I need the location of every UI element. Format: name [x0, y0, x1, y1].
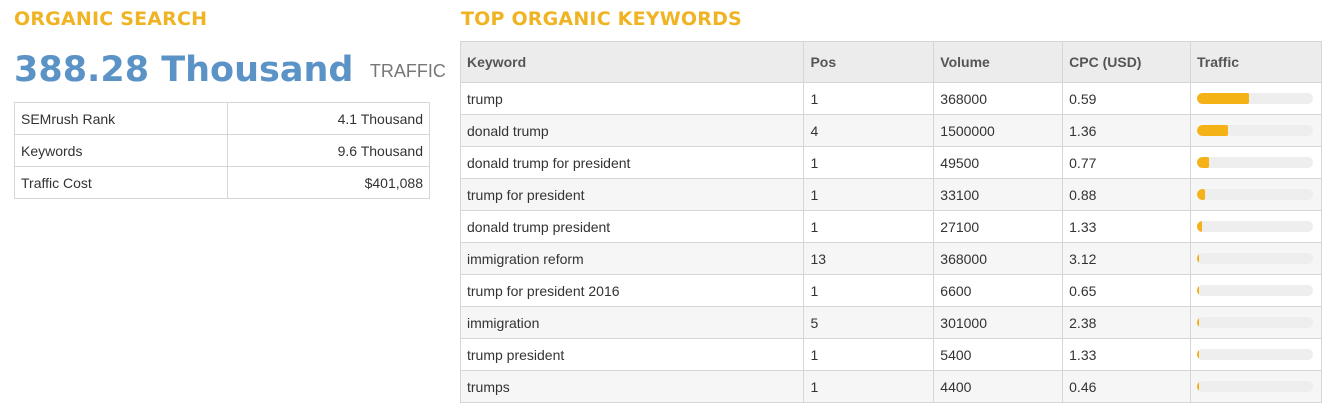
cpc-cell: 0.88 — [1063, 179, 1191, 211]
traffic-summary — [14, 50, 446, 90]
summary-label: SEMrush Rank — [15, 103, 228, 135]
traffic-cell — [1190, 115, 1321, 147]
keywords-table — [460, 41, 1322, 403]
traffic-bar-fill — [1197, 93, 1249, 104]
traffic-value: 388.28 Thousand — [14, 50, 354, 90]
pos-cell: 1 — [804, 211, 934, 243]
pos-cell: 1 — [804, 275, 934, 307]
keyword-cell[interactable]: donald trump — [461, 115, 804, 147]
column-header-traffic[interactable]: Traffic — [1190, 42, 1321, 83]
cpc-cell: 1.33 — [1063, 339, 1191, 371]
keywords-table-body — [461, 83, 1322, 403]
organic-summary-table — [14, 102, 430, 199]
top-keywords-title: TOP ORGANIC KEYWORDS — [461, 8, 742, 30]
traffic-bar-fill — [1197, 381, 1199, 392]
table-row — [461, 211, 1322, 243]
table-row — [461, 275, 1322, 307]
traffic-bar-fill — [1197, 221, 1202, 232]
volume-cell: 49500 — [934, 147, 1063, 179]
cpc-cell: 0.65 — [1063, 275, 1191, 307]
traffic-cell — [1190, 147, 1321, 179]
traffic-bar-fill — [1197, 253, 1199, 264]
keyword-cell[interactable]: donald trump for president — [461, 147, 804, 179]
keyword-cell[interactable]: trump for president — [461, 179, 804, 211]
traffic-bar-fill — [1197, 125, 1228, 136]
table-row — [461, 115, 1322, 147]
traffic-bar-fill — [1197, 157, 1209, 168]
summary-row-semrush-rank — [15, 103, 430, 135]
traffic-bar-track — [1197, 125, 1313, 136]
traffic-cell — [1190, 371, 1321, 403]
traffic-label: TRAFFIC — [369, 60, 446, 81]
traffic-bar-track — [1197, 381, 1313, 392]
table-row — [461, 179, 1322, 211]
pos-cell: 13 — [804, 243, 934, 275]
volume-cell: 33100 — [934, 179, 1063, 211]
traffic-bar-track — [1197, 93, 1313, 104]
keywords-header-row — [461, 42, 1322, 83]
volume-cell: 5400 — [934, 339, 1063, 371]
cpc-cell: 1.36 — [1063, 115, 1191, 147]
pos-cell: 1 — [804, 147, 934, 179]
column-header-volume[interactable]: Volume — [934, 42, 1063, 83]
traffic-cell — [1190, 275, 1321, 307]
traffic-bar-track — [1197, 349, 1313, 360]
summary-value: 4.1 Thousand — [228, 103, 430, 135]
traffic-bar-fill — [1197, 285, 1199, 296]
volume-cell: 301000 — [934, 307, 1063, 339]
cpc-cell: 0.77 — [1063, 147, 1191, 179]
keyword-cell[interactable]: immigration — [461, 307, 804, 339]
volume-cell: 27100 — [934, 211, 1063, 243]
traffic-bar-track — [1197, 317, 1313, 328]
keyword-cell[interactable]: trump president — [461, 339, 804, 371]
organic-search-title: ORGANIC SEARCH — [14, 8, 208, 30]
summary-row-traffic-cost — [15, 167, 430, 199]
volume-cell: 368000 — [934, 243, 1063, 275]
cpc-cell: 3.12 — [1063, 243, 1191, 275]
traffic-bar-track — [1197, 285, 1313, 296]
traffic-bar-track — [1197, 221, 1313, 232]
pos-cell: 5 — [804, 307, 934, 339]
summary-label: Keywords — [15, 135, 228, 167]
volume-cell: 1500000 — [934, 115, 1063, 147]
traffic-cell — [1190, 211, 1321, 243]
column-header-keyword[interactable]: Keyword — [461, 42, 804, 83]
cpc-cell: 0.59 — [1063, 83, 1191, 115]
keyword-cell[interactable]: trump for president 2016 — [461, 275, 804, 307]
table-row — [461, 83, 1322, 115]
traffic-bar-track — [1197, 157, 1313, 168]
cpc-cell: 0.46 — [1063, 371, 1191, 403]
traffic-bar-track — [1197, 253, 1313, 264]
summary-row-keywords — [15, 135, 430, 167]
table-row — [461, 371, 1322, 403]
keyword-cell[interactable]: trumps — [461, 371, 804, 403]
pos-cell: 1 — [804, 179, 934, 211]
cpc-cell: 1.33 — [1063, 211, 1191, 243]
traffic-cell — [1190, 307, 1321, 339]
traffic-bar-fill — [1197, 189, 1205, 200]
table-row — [461, 339, 1322, 371]
summary-value: 9.6 Thousand — [228, 135, 430, 167]
traffic-cell — [1190, 339, 1321, 371]
pos-cell: 4 — [804, 115, 934, 147]
cpc-cell: 2.38 — [1063, 307, 1191, 339]
traffic-cell — [1190, 83, 1321, 115]
traffic-bar-fill — [1197, 349, 1199, 360]
column-header-cpc[interactable]: CPC (USD) — [1063, 42, 1191, 83]
keyword-cell[interactable]: trump — [461, 83, 804, 115]
keyword-cell[interactable]: immigration reform — [461, 243, 804, 275]
table-row — [461, 243, 1322, 275]
summary-label: Traffic Cost — [15, 167, 228, 199]
table-row — [461, 307, 1322, 339]
pos-cell: 1 — [804, 83, 934, 115]
traffic-bar-fill — [1197, 317, 1199, 328]
keyword-cell[interactable]: donald trump president — [461, 211, 804, 243]
table-row — [461, 147, 1322, 179]
summary-value: $401,088 — [228, 167, 430, 199]
volume-cell: 4400 — [934, 371, 1063, 403]
volume-cell: 6600 — [934, 275, 1063, 307]
traffic-cell — [1190, 179, 1321, 211]
pos-cell: 1 — [804, 339, 934, 371]
pos-cell: 1 — [804, 371, 934, 403]
traffic-bar-track — [1197, 189, 1313, 200]
volume-cell: 368000 — [934, 83, 1063, 115]
traffic-cell — [1190, 243, 1321, 275]
column-header-pos[interactable]: Pos — [804, 42, 934, 83]
